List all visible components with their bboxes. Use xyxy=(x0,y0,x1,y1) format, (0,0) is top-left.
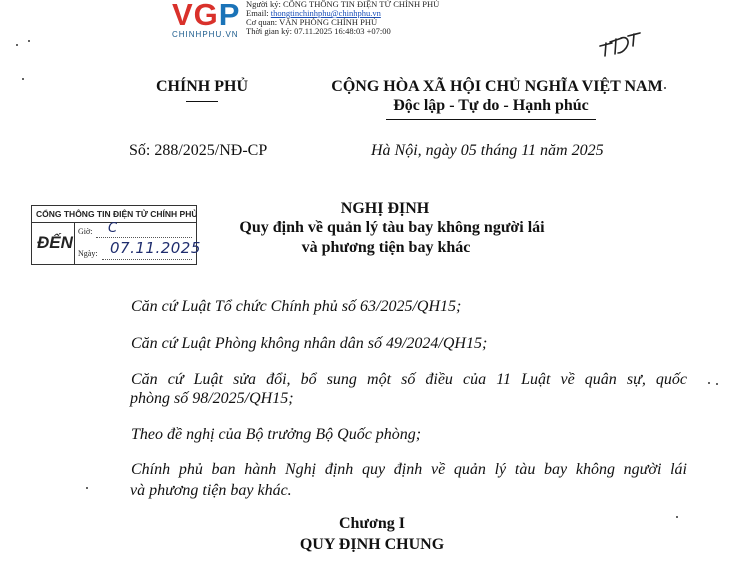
scan-speck xyxy=(86,487,88,489)
place-and-date: Hà Nội, ngày 05 tháng 11 năm 2025 xyxy=(371,142,604,159)
stamp-date-dotline xyxy=(102,259,192,260)
digital-signature-info xyxy=(246,0,439,36)
stamp-hour-dotline xyxy=(96,237,192,238)
enactment-line1: Chính phủ ban hành Nghị định quy định về quản lý tàu bay không người lái xyxy=(131,461,687,478)
enactment-line2: và phương tiện bay khác. xyxy=(130,482,292,499)
document-number: Số: 288/2025/NĐ-CP xyxy=(129,142,268,159)
national-title: CỘNG HÒA XÃ HỘI CHỦ NGHĨA VIỆT NAM xyxy=(331,78,663,95)
stamp-date-label: Ngày: xyxy=(78,249,98,258)
motto-underline xyxy=(386,119,596,120)
handwritten-mark-icon xyxy=(596,28,642,58)
scan-speck xyxy=(28,40,30,42)
legal-basis-1: Căn cứ Luật Tổ chức Chính phủ số 63/2025/QH15; xyxy=(131,298,462,315)
signed-time-line: Thời gian ký: 07.11.2025 16:48:03 +07:00 xyxy=(246,26,391,36)
logo-mark: VGP xyxy=(172,0,241,32)
scan-speck xyxy=(22,78,24,80)
received-stamp xyxy=(31,205,201,265)
document-type: NGHỊ ĐỊNH xyxy=(340,200,430,217)
stamp-vertical-divider xyxy=(74,223,75,264)
stamp-hour-label: Giờ: xyxy=(78,227,93,236)
signer-line: Người ký: CỔNG THÔNG TIN ĐIỆN TỬ CHÍNH PHỦ xyxy=(246,0,440,9)
document-subject-line1: Quy định về quản lý tàu bay không người lái xyxy=(239,219,545,236)
logo-site-text: CHINHPHU.VN xyxy=(172,30,239,39)
chapter-label: Chương I xyxy=(338,515,406,532)
stamp-received-label: ĐẾN xyxy=(37,233,73,252)
legal-basis-2: Căn cứ Luật Phòng không nhân dân số 49/2024/QH15; xyxy=(131,335,488,352)
email-label: Email: xyxy=(246,8,271,18)
vgp-logo xyxy=(172,0,250,40)
scan-speck xyxy=(708,382,710,384)
proposal-basis: Theo đề nghị của Bộ trưởng Bộ Quốc phòng; xyxy=(131,426,422,443)
scan-speck xyxy=(664,87,666,89)
scan-speck xyxy=(716,383,718,385)
issuing-agency: CHÍNH PHỦ xyxy=(156,78,248,95)
agency-line: Cơ quan: VĂN PHÒNG CHÍNH PHỦ xyxy=(246,17,378,27)
national-motto: Độc lập - Tự do - Hạnh phúc xyxy=(393,97,589,114)
stamp-hour-value: C xyxy=(108,221,118,236)
stamp-organization: CỔNG THÔNG TIN ĐIỆN TỬ CHÍNH PHỦ xyxy=(36,209,198,219)
legal-basis-3-line2: phòng số 98/2025/QH15; xyxy=(130,390,294,407)
agency-underline xyxy=(186,101,218,102)
email-link[interactable]: thongtinchinhphu@chinhphu.vn xyxy=(270,8,381,18)
legal-basis-3-line1: Căn cứ Luật sửa đổi, bổ sung một số điều của 11 Luật về quân sự, quốc xyxy=(131,371,687,388)
scan-speck xyxy=(676,516,678,518)
stamp-date-value: 07.11.2025 xyxy=(110,239,201,257)
document-subject-line2: và phương tiện bay khác xyxy=(301,239,471,256)
scan-speck xyxy=(16,44,18,46)
chapter-title: QUY ĐỊNH CHUNG xyxy=(299,536,445,553)
